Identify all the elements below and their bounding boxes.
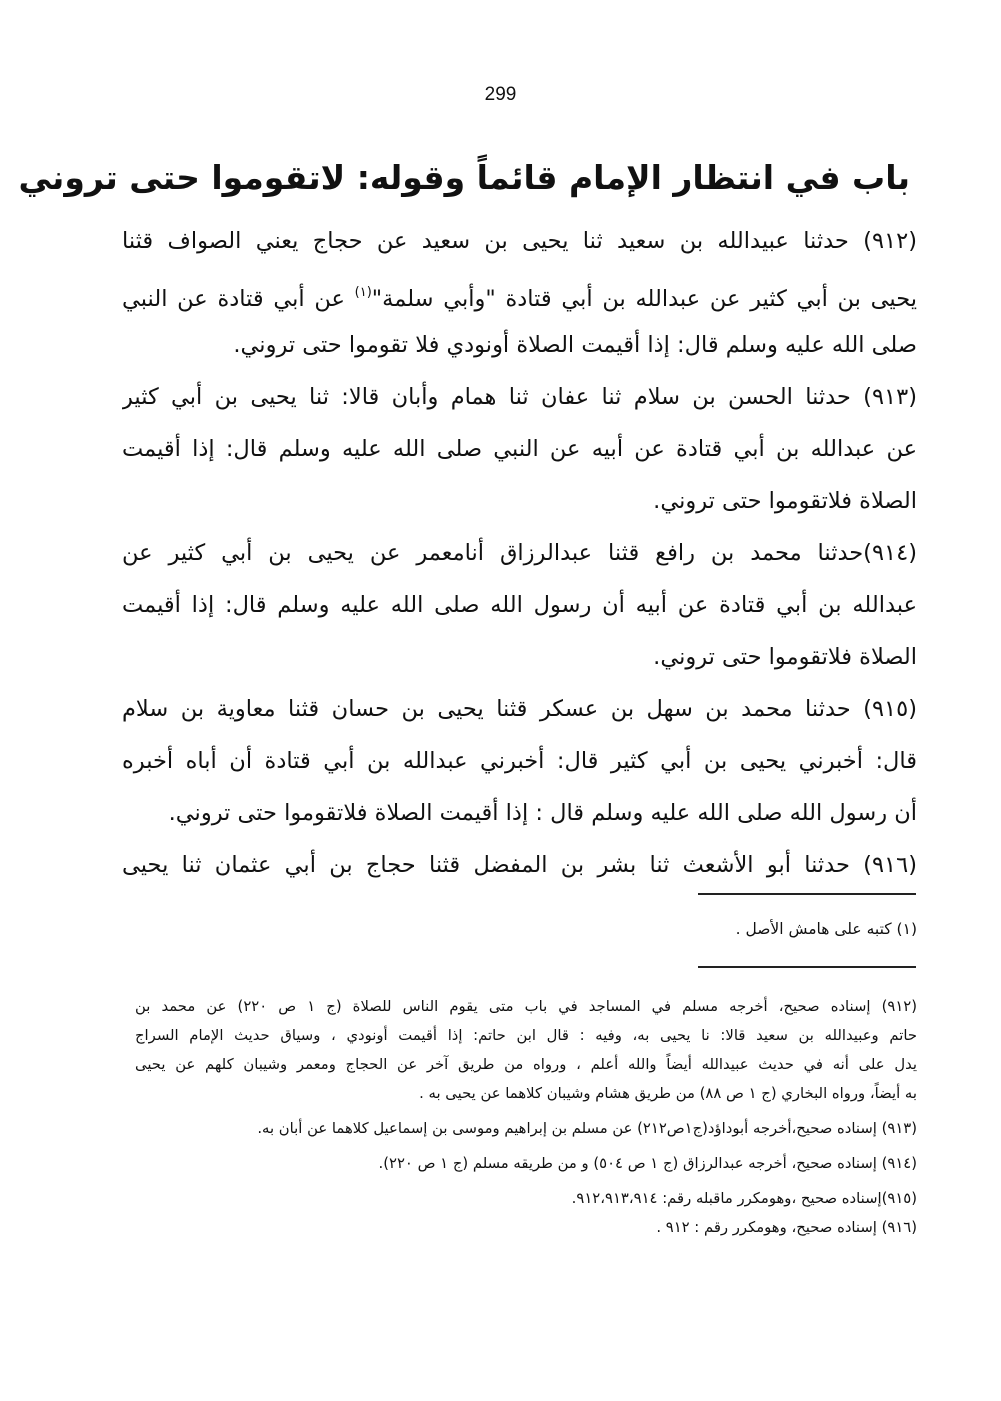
body-line: عبدالله بن أبي قتادة عن أبيه أن رسول الله صلى الله عليه وسلم قال: إذا أقيمت (122, 592, 917, 618)
body-line: (٩١٥) حدثنا محمد بن سهل بن عسكر قثنا يحيى بن حسان قثنا معاوية بن سلام (122, 696, 917, 722)
footnote-line: (٩١٣) إسناده صحيح،أخرجه أبوداؤد(ج١ص٢١٢) عن مسلم بن إبراهيم وموسى بن إسماعيل كلاهما عن أبان به. (257, 1120, 917, 1137)
body-line: قال: أخبرني يحيى بن أبي كثير قال: أخبرني عبدالله بن أبي قتادة أن أباه أخبره (122, 748, 917, 774)
body-line: (٩١٤)حدثنا محمد بن رافع قثنا عبدالرزاق أنامعمر عن يحيى بن أبي كثير عن (122, 540, 917, 566)
body-line (122, 267, 917, 319)
footnote-line: (٩١٥)إسناده صحيح ،وهومكرر ماقبله رقم: ٩١٢،٩١٣،٩١٤. (571, 1190, 917, 1207)
body-line: (٩١٦) حدثنا أبو الأشعث ثنا بشر بن المفضل قثنا حجاج بن أبي عثمان ثنا يحيى (122, 852, 917, 878)
footnote-line: به أيضاً، ورواه البخاري (ج ١ ص ٨٨) من طريق هشام وشيبان كلاهما عن يحيى به . (419, 1085, 917, 1102)
body-line: صلى الله عليه وسلم قال: إذا أقيمت الصلاة أونودي فلا تقوموا حتى تروني. (233, 332, 917, 358)
hadith-body (122, 215, 917, 891)
body-line: أن رسول الله صلى الله عليه وسلم قال : إذا أقيمت الصلاة فلاتقوموا حتى تروني. (168, 800, 917, 826)
footnote-line: (٩١٤) إسناده صحيح، أخرجه عبدالرزاق (ج ١ ص ٥٠٤) و من طريقه مسلم (ج ١ ص ٢٢٠). (378, 1155, 917, 1172)
body-line-text: يحيى بن أبي كثير عن عبدالله بن أبي قتادة "وأبي سلمة" (371, 286, 917, 312)
footnotes (135, 992, 917, 1242)
footnote-line: (٩١٦) إسناده صحيح، وهومكرر رقم : ٩١٢ . (656, 1219, 917, 1236)
footnote-separator (698, 893, 916, 895)
page-number: 299 (484, 84, 517, 105)
body-line: عن عبدالله بن أبي قتادة عن أبيه عن النبي صلى الله عليه وسلم قال: إذا أقيمت (122, 436, 917, 462)
footnote-line: حاتم وعبيدالله بن سعيد قالا: نا يحيى به، وفيه : قال ابن حاتم: إذا أقيمت أونودي ، وسياق حديث الإمام السراج (135, 1027, 917, 1044)
body-line: الصلاة فلاتقوموا حتى تروني. (653, 644, 917, 670)
footnote-line: يدل على أنه في حديث عبيدالله أيضاً والله أعلم ، ورواه من طريق آخر عن الحجاج ومعمر وشيبان كلهم عن يحيى (135, 1056, 917, 1073)
footnote-reference: (١) (354, 285, 372, 300)
body-line: (٩١٣) حدثنا الحسن بن سلام ثنا عفان ثنا همام وأبان قالا: ثنا يحيى بن أبي كثير (122, 384, 917, 410)
body-line: (٩١٢) حدثنا عبيدالله بن سعيد ثنا يحيى بن سعيد عن حجاج يعني الصواف قثنا (122, 228, 917, 254)
chapter-title: باب في انتظار الإمام قائماً وقوله: لاتقوموا حتى تروني (18, 158, 910, 197)
footnote-line: (٩١٢) إسناده صحيح، أخرجه مسلم في المساجد في باب متى يقوم الناس للصلاة (ج ١ ص ٢٢٠) عن محمد بن (135, 998, 917, 1015)
footnote-separator (698, 966, 916, 968)
marginal-note: (١) كتبه على هامش الأصل . (735, 920, 917, 938)
body-line-text: عن أبي قتادة عن النبي (122, 286, 345, 312)
body-line: الصلاة فلاتقوموا حتى تروني. (653, 488, 917, 514)
